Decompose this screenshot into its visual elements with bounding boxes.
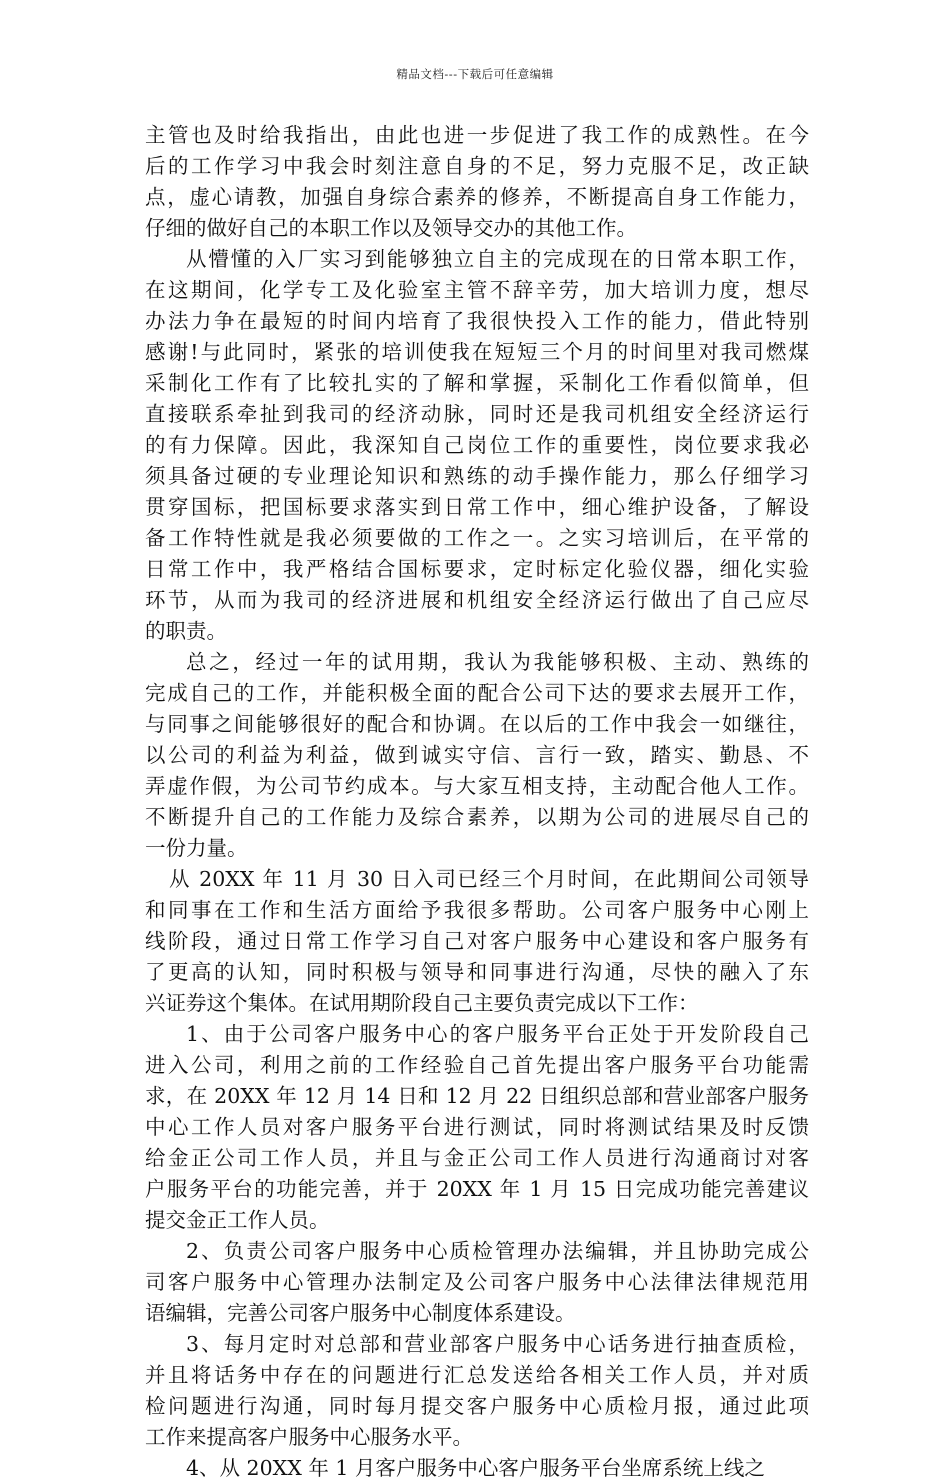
text-line: 4、从 20XX 年 1 月客户服务中心客户服务平台坐席系统上线之: [186, 1456, 765, 1480]
text-line: 贯穿国标，把国标要求落实到日常工作中，细心维护设备，了解设: [145, 495, 809, 519]
paragraph: [145, 864, 809, 1019]
text-line: 以公司的利益为利益，做到诚实守信、言行一致，踏实、勤恳、不: [145, 743, 809, 767]
text-line: 的职责。: [145, 619, 227, 643]
text-line: 环节，从而为我司的经济进展和机组安全经济运行做出了自己应尽: [145, 588, 809, 612]
document-body: [145, 120, 809, 1484]
text-line: 直接联系牵扯到我司的经济动脉，同时还是我司机组安全经济运行: [145, 402, 809, 426]
text-line: 了更高的认知，同时积极与领导和同事进行沟通，尽快的融入了东: [145, 960, 809, 984]
text-line: 不断提升自己的工作能力及综合素养，以期为公司的进展尽自己的: [145, 805, 809, 829]
text-line: 的有力保障。因此，我深知自己岗位工作的重要性，岗位要求我必: [145, 433, 809, 457]
text-line: 从懵懂的入厂实习到能够独立自主的完成现在的日常本职工作，: [186, 247, 809, 271]
paragraph: [145, 1453, 809, 1484]
text-line: 感谢!与此同时，紧张的培训使我在短短三个月的时间里对我司燃煤: [145, 340, 809, 364]
text-line: 从 20XX 年 11 月 30 日入司已经三个月时间，在此期间公司领导: [169, 867, 809, 891]
text-line: 后的工作学习中我会时刻注意自身的不足，努力克服不足，改正缺: [145, 154, 809, 178]
text-line: 1、由于公司客户服务中心的客户服务平台正处于开发阶段自己: [186, 1022, 809, 1046]
text-line: 一份力量。: [145, 836, 248, 860]
text-line: 并且将话务中存在的问题进行汇总发送给各相关工作人员，并对质: [145, 1363, 809, 1387]
text-line: 在这期间，化学专工及化验室主管不辞辛劳，加大培训力度，想尽: [145, 278, 809, 302]
text-line: 兴证券这个集体。在试用期阶段自己主要负责完成以下工作：: [145, 991, 699, 1015]
paragraph: [145, 120, 809, 244]
text-line: 日常工作中，我严格结合国标要求，定时标定化验仪器，细化实验: [145, 557, 809, 581]
text-line: 进入公司，利用之前的工作经验自己首先提出客户服务平台功能需: [145, 1053, 809, 1077]
text-line: 和同事在工作和生活方面给予我很多帮助。公司客户服务中心刚上: [145, 898, 809, 922]
text-line: 办法力争在最短的时间内培育了我很快投入工作的能力，借此特别: [145, 309, 809, 333]
page-header: 精品文档---下载后可任意编辑: [396, 67, 554, 81]
text-line: 给金正公司工作人员，并且与金正公司工作人员进行沟通商讨对客: [145, 1146, 809, 1170]
text-line: 线阶段，通过日常工作学习自己对客户服务中心建设和客户服务有: [145, 929, 809, 953]
text-line: 仔细的做好自己的本职工作以及领导交办的其他工作。: [145, 216, 637, 240]
text-line: 检问题进行沟通，同时每月提交客户服务中心质检月报，通过此项: [145, 1394, 809, 1418]
text-line: 弄虚作假，为公司节约成本。与大家互相支持，主动配合他人工作。: [145, 774, 809, 798]
text-line: 求，在 20XX 年 12 月 14 日和 12 月 22 日组织总部和营业部客户服务: [145, 1084, 809, 1108]
text-line: 工作来提高客户服务中心服务水平。: [145, 1425, 473, 1449]
paragraph: [145, 1019, 809, 1236]
text-line: 备工作特性就是我必须要做的工作之一。之实习培训后，在平常的: [145, 526, 809, 550]
text-line: 须具备过硬的专业理论知识和熟练的动手操作能力，那么仔细学习: [145, 464, 809, 488]
text-line: 2、负责公司客户服务中心质检管理办法编辑，并且协助完成公: [186, 1239, 809, 1263]
text-line: 点，虚心请教，加强自身综合素养的修养，不断提高自身工作能力，: [145, 185, 809, 209]
text-line: 与同事之间能够很好的配合和协调。在以后的工作中我会一如继往，: [145, 712, 809, 736]
paragraph: [145, 647, 809, 864]
text-line: 司客户服务中心管理办法制定及公司客户服务中心法律法律规范用: [145, 1270, 809, 1294]
text-line: 完成自己的工作，并能积极全面的配合公司下达的要求去展开工作，: [145, 681, 809, 705]
text-line: 采制化工作有了比较扎实的了解和掌握，采制化工作看似简单，但: [145, 371, 809, 395]
text-line: 中心工作人员对客户服务平台进行测试，同时将测试结果及时反馈: [145, 1115, 809, 1139]
text-line: 3、每月定时对总部和营业部客户服务中心话务进行抽查质检，: [186, 1332, 809, 1356]
text-line: 户服务平台的功能完善，并于 20XX 年 1 月 15 日完成功能完善建议: [145, 1177, 809, 1201]
paragraph: [145, 244, 809, 647]
text-line: 提交金正工作人员。: [145, 1208, 330, 1232]
text-line: 主管也及时给我指出，由此也进一步促进了我工作的成熟性。在今: [145, 123, 809, 147]
paragraph: [145, 1329, 809, 1453]
paragraph: [145, 1236, 809, 1329]
text-line: 总之，经过一年的试用期，我认为我能够积极、主动、熟练的: [186, 650, 809, 674]
text-line: 语编辑，完善公司客户服务中心制度体系建设。: [145, 1301, 576, 1325]
